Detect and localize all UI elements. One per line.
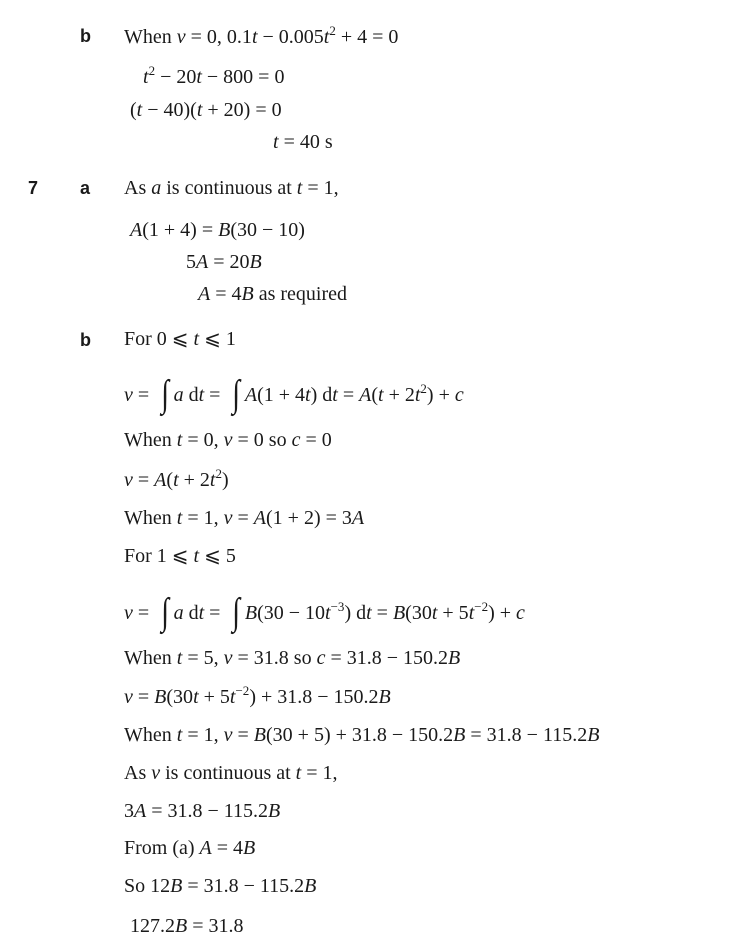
part-label-b: b <box>80 26 91 46</box>
solution-line: When t = 5, v = 31.8 so c = 31.8 − 150.2B <box>124 647 461 669</box>
solution-line: v = ∫ a dt = ∫ A(1 + 4t) dt = $A(t + 2t^2) + c$ <box>124 373 464 415</box>
solution-line: v = ∫ a dt = ∫ $B(30 - 10t^{-3})$ dt = $B(30t + 5t^{-2}) + c$ <box>124 591 525 633</box>
question-number: 7 <box>28 178 39 198</box>
solution-line: When v = 0, $0.1t - 0.005t^2 + 4 = 0$ <box>124 23 399 48</box>
solution-line: $t^2 - 20t - 800 = 0$ <box>143 63 285 88</box>
solution-line: From (a) A = 4B <box>124 837 256 859</box>
solution-line: 5A = 20B <box>186 251 262 273</box>
part-label-b: b <box>80 330 91 350</box>
solution-line: When t = 0, v = 0 so c = 0 <box>124 429 332 451</box>
solution-line: For 1 ⩽ t ⩽ 5 <box>124 545 236 567</box>
solution-line: 127.2B = 31.8 <box>130 915 244 937</box>
solution-line: t = 40 s <box>273 131 333 153</box>
solution-line: As a is continuous at t = 1, <box>124 177 339 199</box>
solution-line: As v is continuous at t = 1, <box>124 762 338 784</box>
solution-line: 3A = 31.8 − 115.2B <box>124 800 281 822</box>
solution-line: When t = 1, v = A(1 + 2) = 3A <box>124 507 365 529</box>
part-label-a: a <box>80 178 91 198</box>
solution-line: When t = 1, v = B(30 + 5) + 31.8 − 150.2B = 31.8 − 115.2B <box>124 724 600 746</box>
solution-line: For 0 ⩽ t ⩽ 1 <box>124 328 236 350</box>
solution-line: So 12B = 31.8 − 115.2B <box>124 875 317 897</box>
solution-line: A = 4B as required <box>198 283 348 305</box>
solution-line: (t − 40)(t + 20) = 0 <box>130 99 282 121</box>
solution-line: A(1 + 4) = B(30 − 10) <box>130 219 305 241</box>
solution-line: $v = B(30t + 5t^{-2}) + 31.8 - 150.2B$ <box>124 683 391 708</box>
solution-line: $v = A(t + 2t^2)$ <box>124 466 229 491</box>
